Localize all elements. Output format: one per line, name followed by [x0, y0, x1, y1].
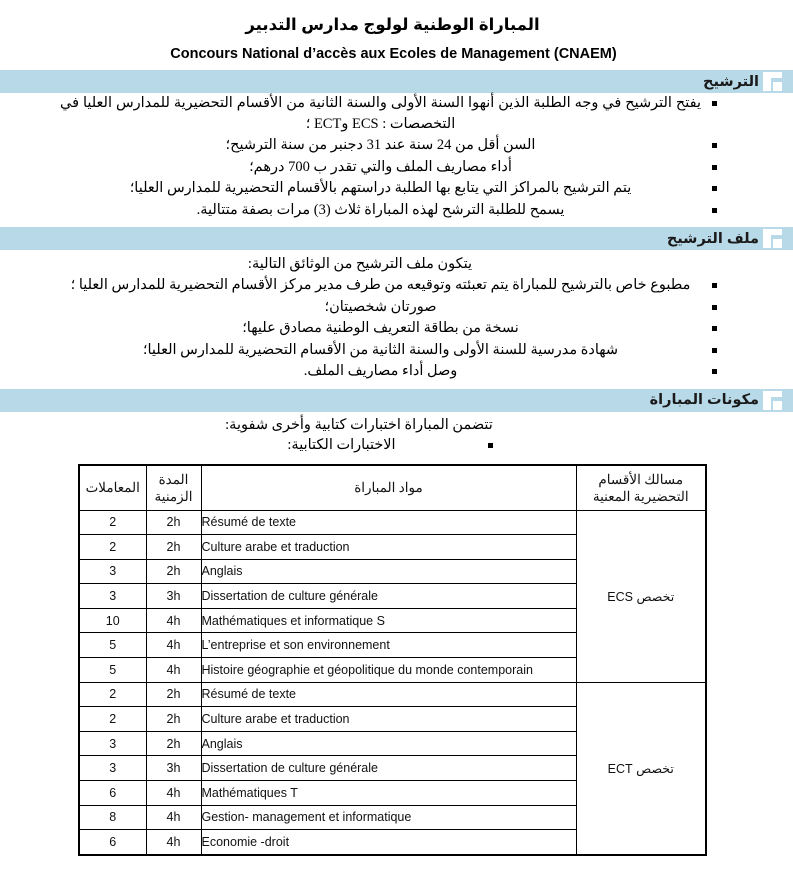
table-row [79, 682, 706, 707]
cell-duration: 4h [146, 830, 201, 855]
cell-subject: Culture arabe et traduction [201, 707, 576, 732]
list-item-text: السن أقل من 24 سنة عند 31 دجنبر من سنة الترشيح؛ [225, 137, 536, 153]
header-subject: مواد المباراة [201, 465, 576, 511]
dossier-intro-text: يتكون ملف الترشيح من الوثائق التالية: [247, 256, 473, 272]
section-banner-label: الترشيح [703, 73, 759, 90]
cell-subject: Culture arabe et traduction [201, 535, 576, 560]
cell-duration: 3h [146, 584, 201, 609]
list-item [0, 178, 793, 200]
list-item-text: مطبوع خاص بالترشيح للمباراة يتم تعبئته وتوقيعه من طرف مدير مركز الأقسام التحضيرية للمدارس العليا ؛ [70, 277, 691, 293]
cell-track-ecs: تخصص ECS [576, 510, 706, 682]
cell-duration: 2h [146, 559, 201, 584]
cell-coefficient: 3 [79, 756, 146, 781]
cell-subject: Anglais [201, 559, 576, 584]
list-item [0, 135, 793, 157]
list-item [0, 297, 793, 319]
list-item [0, 340, 793, 362]
cell-duration: 2h [146, 535, 201, 560]
bullet-square-icon [712, 348, 717, 353]
cell-subject: L’entreprise et son environnement [201, 633, 576, 658]
cell-coefficient: 5 [79, 658, 146, 683]
bullet-square-icon [712, 101, 717, 106]
list-item-text: أداء مصاريف الملف والتي تقدر ب 700 درهم؛ [249, 158, 512, 175]
list-item [0, 275, 793, 297]
table-row [79, 510, 706, 535]
exams-table-header [79, 465, 706, 511]
cell-subject: Mathématiques et informatique S [201, 608, 576, 633]
list-item-text: صورتان شخصيتان؛ [324, 298, 437, 315]
list-item [0, 200, 793, 222]
bullet-square-icon [488, 443, 493, 448]
cell-coefficient: 2 [79, 682, 146, 707]
cell-coefficient: 3 [79, 584, 146, 609]
exams-table [78, 464, 707, 856]
cell-duration: 4h [146, 633, 201, 658]
cell-track-ect: تخصص ECT [576, 682, 706, 855]
cell-subject: Dissertation de culture générale [201, 584, 576, 609]
cell-coefficient: 2 [79, 535, 146, 560]
document-header [0, 0, 793, 64]
cell-duration: 2h [146, 731, 201, 756]
exams-table-body [79, 510, 706, 855]
cell-duration: 2h [146, 682, 201, 707]
header-track: مسالك الأقسام التحضيرية المعنية [576, 465, 706, 511]
cell-subject: Dissertation de culture générale [201, 756, 576, 781]
section-banner-dossier [0, 227, 793, 250]
cell-coefficient: 8 [79, 805, 146, 830]
cell-duration: 4h [146, 608, 201, 633]
written-exams-label: الاختبارات الكتابية: [287, 436, 396, 453]
list-item-text: وصل أداء مصاريف الملف. [303, 363, 458, 379]
cell-coefficient: 2 [79, 707, 146, 732]
cell-subject: Résumé de texte [201, 510, 576, 535]
cell-coefficient: 3 [79, 731, 146, 756]
cell-coefficient: 6 [79, 830, 146, 855]
page-title-arabic: المباراة الوطنية لولوج مدارس التدبير [245, 16, 540, 34]
cell-duration: 2h [146, 707, 201, 732]
bullet-square-icon [712, 186, 717, 191]
dossier-documents-list [0, 275, 793, 383]
cell-subject: Economie -droit [201, 830, 576, 855]
cell-subject: Mathématiques T [201, 781, 576, 806]
list-item [0, 93, 793, 135]
bullet-square-icon [712, 143, 717, 148]
corner-bracket-icon [763, 391, 782, 410]
cell-duration: 4h [146, 805, 201, 830]
table-header-row [79, 465, 706, 511]
cell-duration: 4h [146, 781, 201, 806]
cell-coefficient: 10 [79, 608, 146, 633]
list-item-text: شهادة مدرسية للسنة الأولى والسنة الثانية من الأقسام التحضيرية للمدارس العليا؛ [142, 341, 619, 358]
corner-bracket-icon [763, 72, 782, 91]
list-item [0, 157, 793, 179]
cell-coefficient: 6 [79, 781, 146, 806]
written-exams-subheading [0, 435, 793, 455]
candidature-conditions-list [0, 93, 793, 221]
cell-subject: Gestion- management et informatique [201, 805, 576, 830]
header-duration: المدة الزمنية [146, 465, 201, 511]
corner-bracket-icon [763, 229, 782, 248]
page-title-french: Concours National d’accès aux Ecoles de Management (CNAEM) [170, 46, 617, 62]
list-item-text: يفتح الترشيح في وجه الطلبة الذين أنهوا السنة الأولى والسنة الثانية من الأقسام التحضيرية للمدارس العليا في التخصصات : ECS وECT ؛ [60, 95, 701, 132]
bullet-square-icon [712, 283, 717, 288]
cell-duration: 3h [146, 756, 201, 781]
list-item-text: يسمح للطلبة الترشح لهذه المباراة ثلاث (3) مرات بصفة متتالية. [196, 201, 565, 218]
bullet-square-icon [712, 208, 717, 213]
bullet-square-icon [712, 369, 717, 374]
bullet-square-icon [712, 305, 717, 310]
section-banner-label: مكونات المباراة [649, 392, 759, 408]
section-banner-label: ملف الترشيح [666, 230, 759, 247]
list-item-text: يتم الترشيح بالمراكز التي يتابع بها الطلبة دراستهم بالأقسام التحضيرية للمدارس العليا؛ [129, 180, 632, 196]
section-banner-candidature [0, 70, 793, 93]
cell-subject: Résumé de texte [201, 682, 576, 707]
cell-duration: 2h [146, 510, 201, 535]
list-item [0, 361, 793, 383]
list-item [0, 318, 793, 340]
list-item-text: نسخة من بطاقة التعريف الوطنية مصادق عليها؛ [242, 320, 519, 336]
cell-coefficient: 5 [79, 633, 146, 658]
section-banner-composition [0, 389, 793, 412]
bullet-square-icon [712, 326, 717, 331]
cell-duration: 4h [146, 658, 201, 683]
composition-intro-text: تتضمن المباراة اختبارات كتابية وأخرى شفوية: [225, 416, 493, 433]
cell-subject: Anglais [201, 731, 576, 756]
cell-coefficient: 2 [79, 510, 146, 535]
exams-table-container [0, 464, 793, 856]
cell-subject: Histoire géographie et géopolitique du monde contemporain [201, 658, 576, 683]
cell-coefficient: 3 [79, 559, 146, 584]
bullet-square-icon [712, 165, 717, 170]
header-coefficient: المعاملات [79, 465, 146, 511]
